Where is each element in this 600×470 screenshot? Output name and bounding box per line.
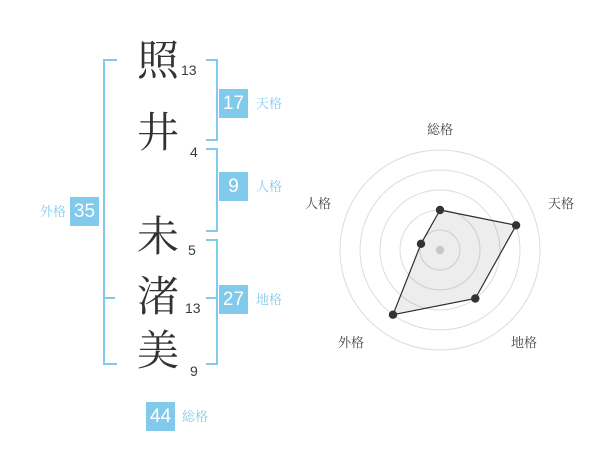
gaikaku-bracket-tick-top [103,59,117,61]
name-character: 渚 [136,273,179,320]
chikaku-value-badge: 27 [219,285,248,314]
tenkaku-label: 天格 [256,96,283,111]
stroke-count: 5 [188,242,196,258]
tenkaku-bracket-line [216,59,218,141]
stroke-count: 9 [190,363,198,379]
radar-axis-label-jinkaku: 人格 [304,196,331,211]
gaikaku-bracket-tick-middle [103,297,115,299]
gaikaku-value-badge: 35 [70,197,99,226]
soukaku-value-badge: 44 [146,402,175,431]
chikaku-bracket-tick-top [206,239,218,241]
name-character: 井 [136,109,179,156]
jinkaku-bracket-tick-top [206,148,218,150]
jinkaku-value-badge: 9 [219,172,248,201]
jinkaku-bracket-tick-bottom [206,230,218,232]
tenkaku-value-badge: 17 [219,89,248,118]
name-character: 照 [136,37,179,84]
radar-vertex-dot [471,294,479,302]
soukaku-label: 総格 [182,409,209,424]
chikaku-bracket-tick-middle [206,297,218,299]
radar-vertex-dot [512,221,520,229]
radar-vertex-dot [436,206,444,214]
radar-axis-label-tenkaku: 天格 [547,196,574,211]
gaikaku-bracket-tick-bottom [103,363,117,365]
stroke-count: 13 [181,62,197,78]
chikaku-bracket-tick-bottom [206,363,218,365]
gaikaku-bracket-line [103,59,105,365]
jinkaku-label: 人格 [256,179,283,194]
radar-axis-label-soukaku: 総格 [426,122,453,137]
gaikaku-label: 外格 [40,204,67,219]
tenkaku-bracket-tick-bottom [206,139,218,141]
stroke-count: 4 [190,144,198,160]
radar-axis-label-gaikaku: 外格 [337,335,364,350]
radar-chart-canvas [330,140,550,360]
name-character: 美 [136,327,179,374]
radar-center-dot [436,246,444,254]
name-character: 未 [136,213,179,260]
stroke-count: 13 [185,300,201,316]
radar-vertex-dot [389,311,397,319]
tenkaku-bracket-tick-top [206,59,218,61]
jinkaku-bracket-line [216,148,218,232]
radar-data-polygon [393,210,516,315]
radar-vertex-dot [417,240,425,248]
chikaku-bracket-line [216,239,218,365]
radar-axis-label-chikaku: 地格 [510,335,537,350]
chikaku-label: 地格 [256,292,283,307]
